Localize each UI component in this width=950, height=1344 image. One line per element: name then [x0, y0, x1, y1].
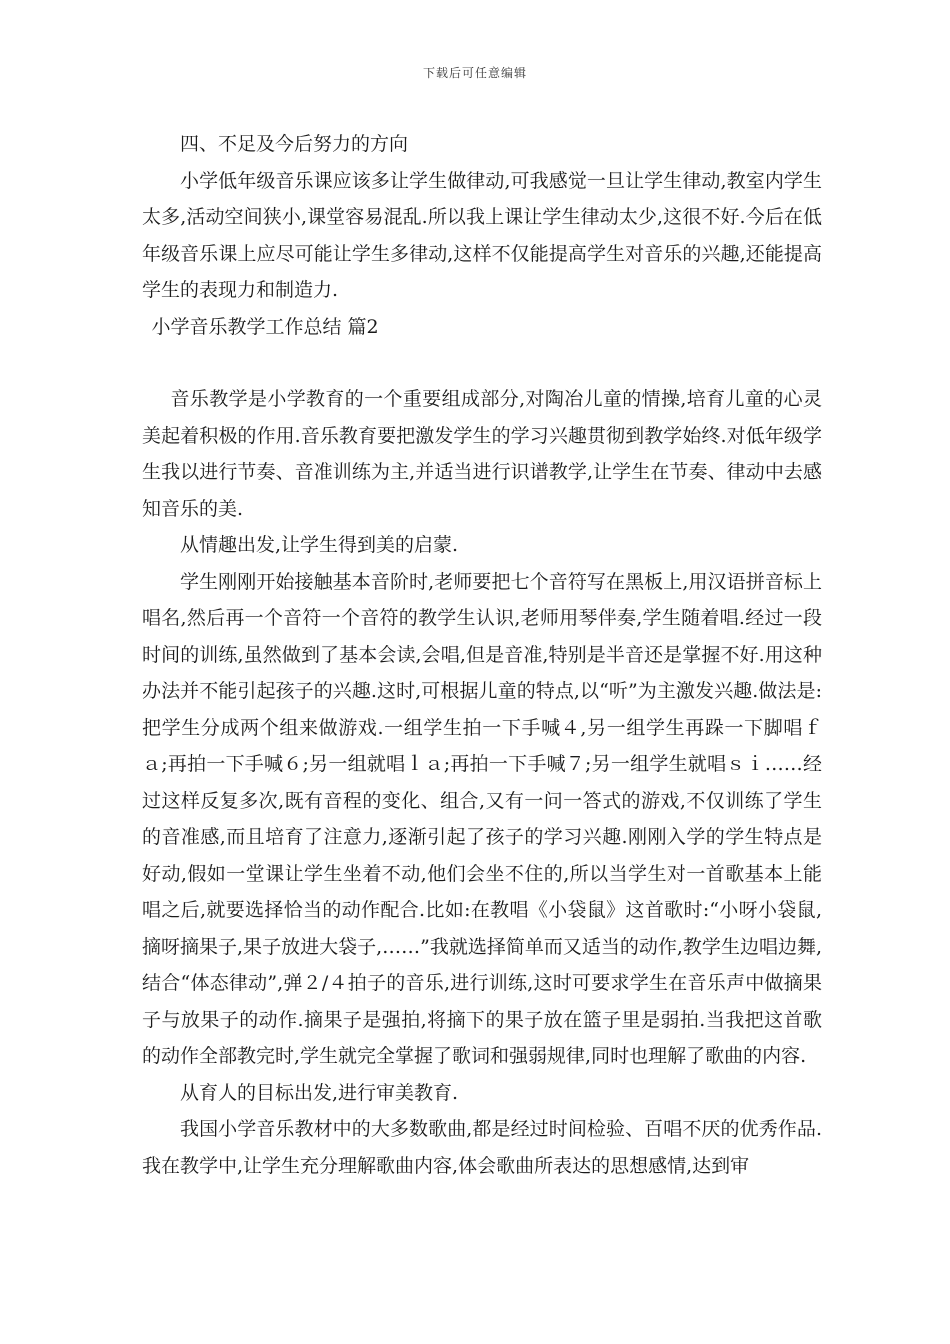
- paragraph-subheading-2: 从育人的目标出发,进行审美教育.: [180, 1081, 459, 1104]
- document-body: [142, 126, 822, 1184]
- paragraph-intro: 音乐教学是小学教育的一个重要组成部分,对陶冶儿童的情操,培育儿童的心灵美起着积极的作用.音乐教育要把激发学生的学习兴趣贯彻到教学始终.对低年级学生我以进行节奏、音准训练为主,并适当进行识谱教学,让学生在节奏、律动中去感知音乐的美.: [142, 388, 822, 520]
- paragraph-body-1: 学生刚刚开始接触基本音阶时,老师要把七个音符写在黑板上,用汉语拼音标上唱名,然后再一个音符一个音符的教学生认识,老师用琴伴奏,学生随着唱.经过一段时间的训练,虽然做到了基本会读,会唱,但是音准,特别是半音还是掌握不好.用这种办法并不能引起孩子的兴趣.这时,可根据儿童的特点,以“听”为主激发兴趣.做法是:把学生分成两个组来做游戏.一组学生拍一下手喊４,另一组学生再跺一下脚唱ｆａ;再拍一下手喊６;另一组就唱ｌａ;再拍一下手喊７;另一组学生就唱ｓｉ……经过这样反复多次,既有音程的变化、组合,又有一问一答式的游戏,不仅训练了学生的音准感,而且培育了注意力,逐渐引起了孩子的学习兴趣.刚刚入学的学生特点是好动,假如一堂课让学生坐着不动,他们会坐不住的,所以当学生对一首歌基本上能唱之后,就要选择恰当的动作配合.比如:在教唱《小袋鼠》这首歌时:“小呀小袋鼠,摘呀摘果子,果子放进大袋子,……”我就选择简单而又适当的动作,教学生边唱边舞,结合“体态律动”,弹２/４拍子的音乐,进行训练,这时可要求学生在音乐声中做摘果子与放果子的动作.摘果子是强拍,将摘下的果子放在篮子里是弱拍.当我把这首歌的动作全部教完时,学生就完全掌握了歌词和强弱规律,同时也理解了歌曲的内容.: [142, 570, 822, 1067]
- section-heading: 四、不足及今后努力的方向: [180, 133, 409, 155]
- blank-line: [142, 345, 822, 381]
- section-paragraph: 小学低年级音乐课应该多让学生做律动,可我感觉一旦让学生律动,教室内学生太多,活动空间狭小,课堂容易混乱.所以我上课让学生律动太少,这很不好.今后在低年级音乐课上应尽可能让学生多律动,这样不仅能提高学生对音乐的兴趣,还能提高学生的表现力和制造力.: [142, 169, 822, 301]
- page-header-note: 下载后可任意编辑: [422, 66, 527, 80]
- paragraph-subheading-1: 从情趣出发,让学生得到美的启蒙.: [180, 534, 459, 556]
- article-title: 小学音乐教学工作总结 篇2: [151, 315, 379, 338]
- paragraph-body-2: 我国小学音乐教材中的大多数歌曲,都是经过时间检验、百唱不厌的优秀作品.我在教学中,让学生充分理解歌曲内容,体会歌曲所表达的思想感情,达到审: [142, 1118, 822, 1177]
